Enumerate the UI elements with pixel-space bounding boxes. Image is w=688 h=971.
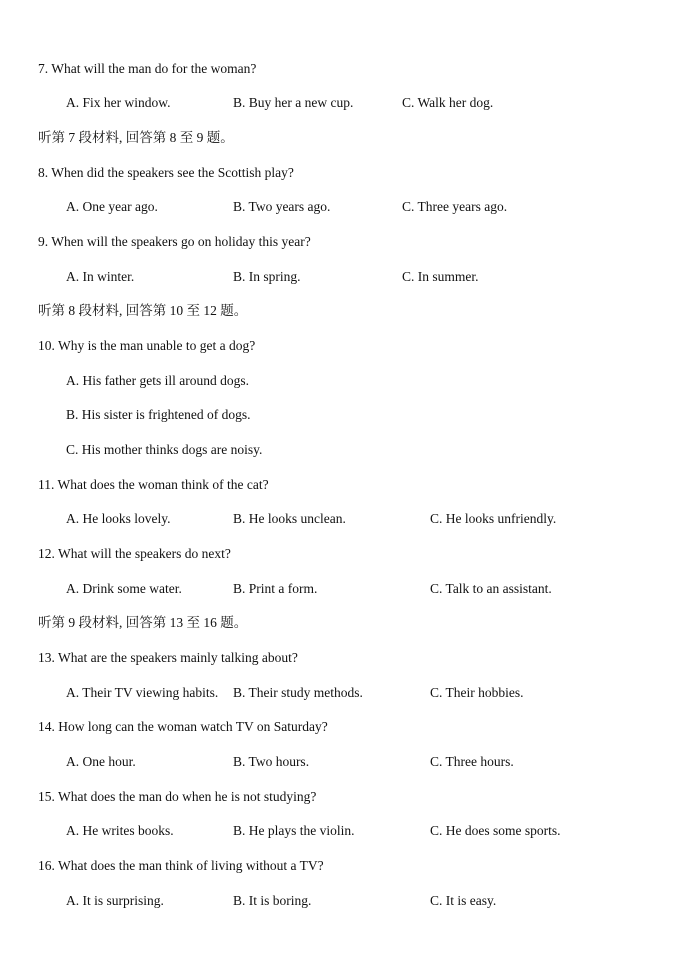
answer-option: C. Their hobbies. <box>430 685 524 700</box>
question-text: 16. What does the man think of living without a TV? <box>38 858 324 873</box>
question-text: 11. What does the woman think of the cat? <box>38 477 269 492</box>
answer-option: A. It is surprising. <box>66 893 164 908</box>
section-instruction: 听第 7 段材料, 回答第 8 至 9 题。 <box>38 130 234 145</box>
question-text: 15. What does the man do when he is not studying? <box>38 789 317 804</box>
question-text: 12. What will the speakers do next? <box>38 546 231 561</box>
question-text: 10. Why is the man unable to get a dog? <box>38 338 256 353</box>
answer-option: A. He writes books. <box>66 823 174 838</box>
question-text: 14. How long can the woman watch TV on Saturday? <box>38 719 328 734</box>
answer-option: C. His mother thinks dogs are noisy. <box>66 442 263 457</box>
answer-option: A. He looks lovely. <box>66 511 171 526</box>
answer-option: C. He looks unfriendly. <box>430 511 557 526</box>
answer-option: A. Drink some water. <box>66 581 182 596</box>
question-text: 7. What will the man do for the woman? <box>38 61 257 76</box>
question-text: 13. What are the speakers mainly talking about? <box>38 650 298 665</box>
question-text: 8. When did the speakers see the Scottish play? <box>38 165 294 180</box>
answer-option: A. In winter. <box>66 269 135 284</box>
answer-option: A. His father gets ill around dogs. <box>66 373 249 388</box>
answer-option: B. Their study methods. <box>233 685 363 700</box>
answer-option: A. One hour. <box>66 754 136 769</box>
answer-option: B. It is boring. <box>233 893 312 908</box>
answer-option: C. Walk her dog. <box>402 95 494 110</box>
answer-option: B. In spring. <box>233 269 301 284</box>
answer-option: B. Two years ago. <box>233 199 331 214</box>
answer-option: B. He plays the violin. <box>233 823 355 838</box>
answer-option: C. It is easy. <box>430 893 497 908</box>
answer-option: A. Fix her window. <box>66 95 171 110</box>
answer-option: C. Three hours. <box>430 754 514 769</box>
section-instruction: 听第 8 段材料, 回答第 10 至 12 题。 <box>38 303 248 318</box>
section-instruction: 听第 9 段材料, 回答第 13 至 16 题。 <box>38 615 248 630</box>
answer-option: C. Talk to an assistant. <box>430 581 552 596</box>
answer-option: B. Two hours. <box>233 754 310 769</box>
answer-option: C. He does some sports. <box>430 823 561 838</box>
answer-option: B. His sister is frightened of dogs. <box>66 407 251 422</box>
answer-option: B. Print a form. <box>233 581 318 596</box>
answer-option: A. One year ago. <box>66 199 158 214</box>
question-text: 9. When will the speakers go on holiday this year? <box>38 234 311 249</box>
answer-option: B. He looks unclean. <box>233 511 346 526</box>
answer-option: C. Three years ago. <box>402 199 508 214</box>
answer-option: C. In summer. <box>402 269 479 284</box>
answer-option: B. Buy her a new cup. <box>233 95 354 110</box>
answer-option: A. Their TV viewing habits. <box>66 685 219 700</box>
